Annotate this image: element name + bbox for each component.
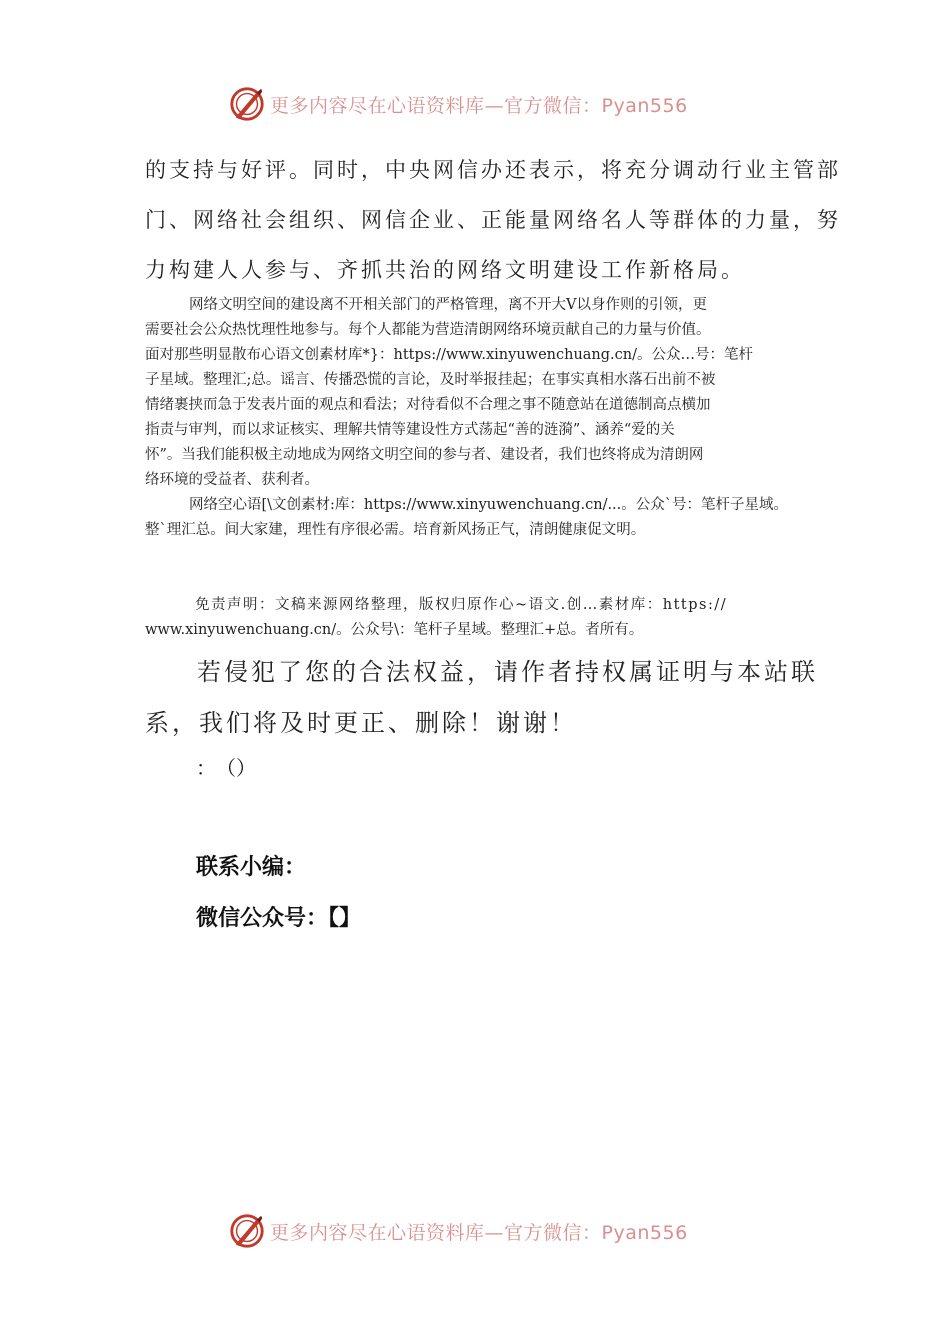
intro-line-1: 的支持与好评。同时，中央网信办还表示，将充分调动行业主管部	[145, 158, 841, 182]
intro-line-3: 力构建人人参与、齐抓共治的网络文明建设工作新格局。	[145, 258, 745, 282]
disclaimer-line: www.xinyuwenchuang.cn/。公众号\：笔杆子星域。整理汇+总。者所有。	[145, 622, 644, 638]
para2-line: 网络空心语[\文创素材:库：https://www.xinyuwenchuang.cn/...。公众`号：笔杆子星域。	[189, 497, 789, 513]
header-banner	[228, 84, 688, 124]
infringe-line-2: 系，我们将及时更正、删除！谢谢！	[145, 709, 577, 737]
para1-line: 网络文明空间的建设离不开相关部门的严格管理，离不开大V以身作则的引领，更	[189, 297, 707, 313]
disclaimer-line: 免责声明：文稿来源网络整理，版权归原作心~语文.创…素材库：https://	[195, 597, 728, 613]
banner-text: 更多内容尽在心语资料库—官方微信：Pyan556	[270, 94, 688, 117]
para2-line: 整`理汇总。间大家建，理性有序很必需。培育新风扬正气，清朗健康促文明。	[145, 522, 646, 538]
banner-text: 更多内容尽在心语资料库—官方微信：Pyan556	[270, 1221, 688, 1244]
para1-line: 需要社会公众热忱理性地参与。每个人都能为营造清朗网络环境贡献自己的力量与价值。	[145, 322, 711, 338]
paragraph-2	[145, 493, 820, 543]
wechat-label: 微信公众号：【】	[196, 906, 362, 931]
para1-line: 情绪裹挟而急于发表片面的观点和看法；对待看似不合理之事不随意站在道德制高点横加	[145, 397, 711, 413]
disclaimer	[145, 593, 815, 643]
contact-label: 联系小编：	[196, 855, 307, 880]
logo-icon	[228, 85, 266, 123]
paragraph-1	[145, 293, 820, 493]
blank-line: ： （）	[196, 756, 256, 780]
para1-line: 络环境的受益者、获利者。	[145, 472, 319, 488]
para1-line: 怀”。当我们能积极主动地成为网络文明空间的参与者、建设者，我们也终将成为清朗网	[145, 447, 704, 463]
logo-icon	[228, 1212, 266, 1250]
infringe-line-1: 若侵犯了您的合法权益，请作者持权属证明与本站联	[197, 658, 818, 686]
para1-line: 子星域。整理汇;总。谣言、传播恐慌的言论，及时举报挂起；在事实真相水落石出前不被	[145, 372, 716, 388]
footer-banner	[228, 1211, 688, 1251]
para1-line: 指责与审判，而以求证核实、理解共情等建设性方式荡起“善的涟漪”、涵养“爱的关	[145, 422, 675, 438]
para1-line: 面对那些明显散布心语文创素材库*}：https://www.xinyuwenchuang.cn/。公众…号：笔杆	[145, 347, 753, 363]
intro-line-2: 门、网络社会组织、网信企业、正能量网络名人等群体的力量，努	[145, 208, 841, 232]
